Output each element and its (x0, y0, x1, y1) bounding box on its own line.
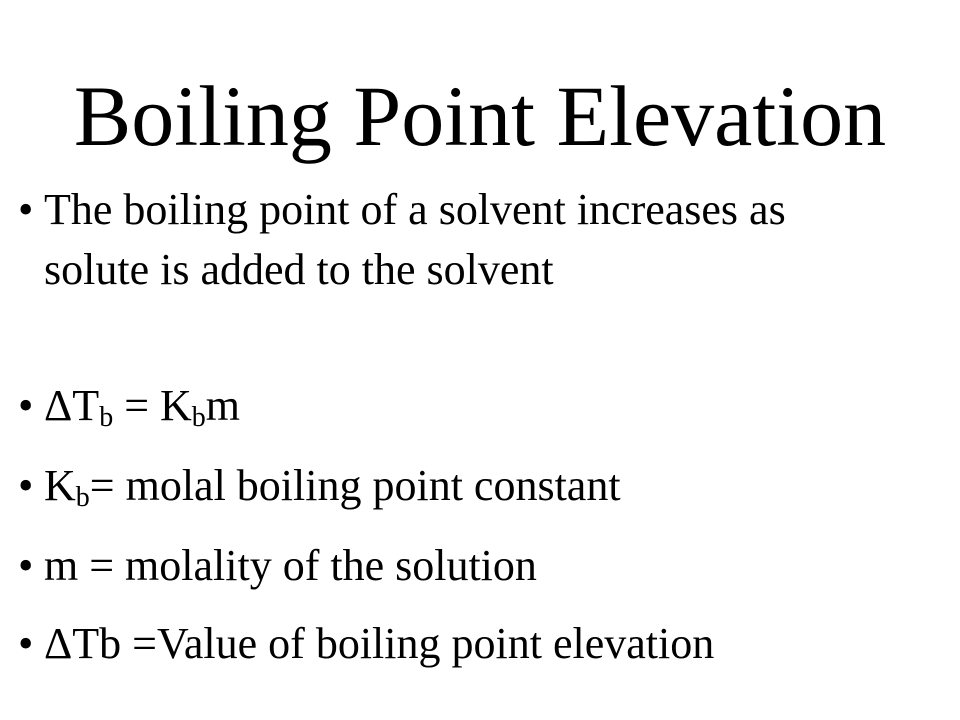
bullet-text: m = molality of the solution (44, 541, 537, 590)
bullet-definition-kb (44, 456, 621, 516)
bullet-dot-icon: • (18, 381, 34, 430)
subscript-b: b (99, 402, 114, 433)
formula-m: m (205, 381, 241, 430)
bullet-dot-icon: • (18, 461, 34, 510)
bullet-dot-icon: • (18, 541, 34, 590)
definition-text: = molal boiling point constant (89, 461, 621, 510)
definition-text: Tb =Value of boiling point elevation (72, 619, 715, 668)
subscript-b: b (75, 482, 90, 513)
formula-equals-k: = K (113, 381, 192, 430)
bullet-definition-delta-tb (44, 614, 714, 674)
formula-t: T (72, 381, 100, 430)
bullet-dot-icon: • (18, 185, 34, 234)
bullet-formula (44, 376, 240, 436)
bullet-dot-icon: • (18, 619, 34, 668)
delta-symbol: Δ (44, 381, 73, 430)
subscript-b: b (191, 402, 206, 433)
delta-symbol: Δ (44, 619, 73, 668)
symbol-k: K (44, 461, 76, 510)
bullet-text: The boiling point of a solvent increases as solute is added to the solvent (44, 185, 786, 294)
slide-title: Boiling Point Elevation (73, 68, 887, 164)
